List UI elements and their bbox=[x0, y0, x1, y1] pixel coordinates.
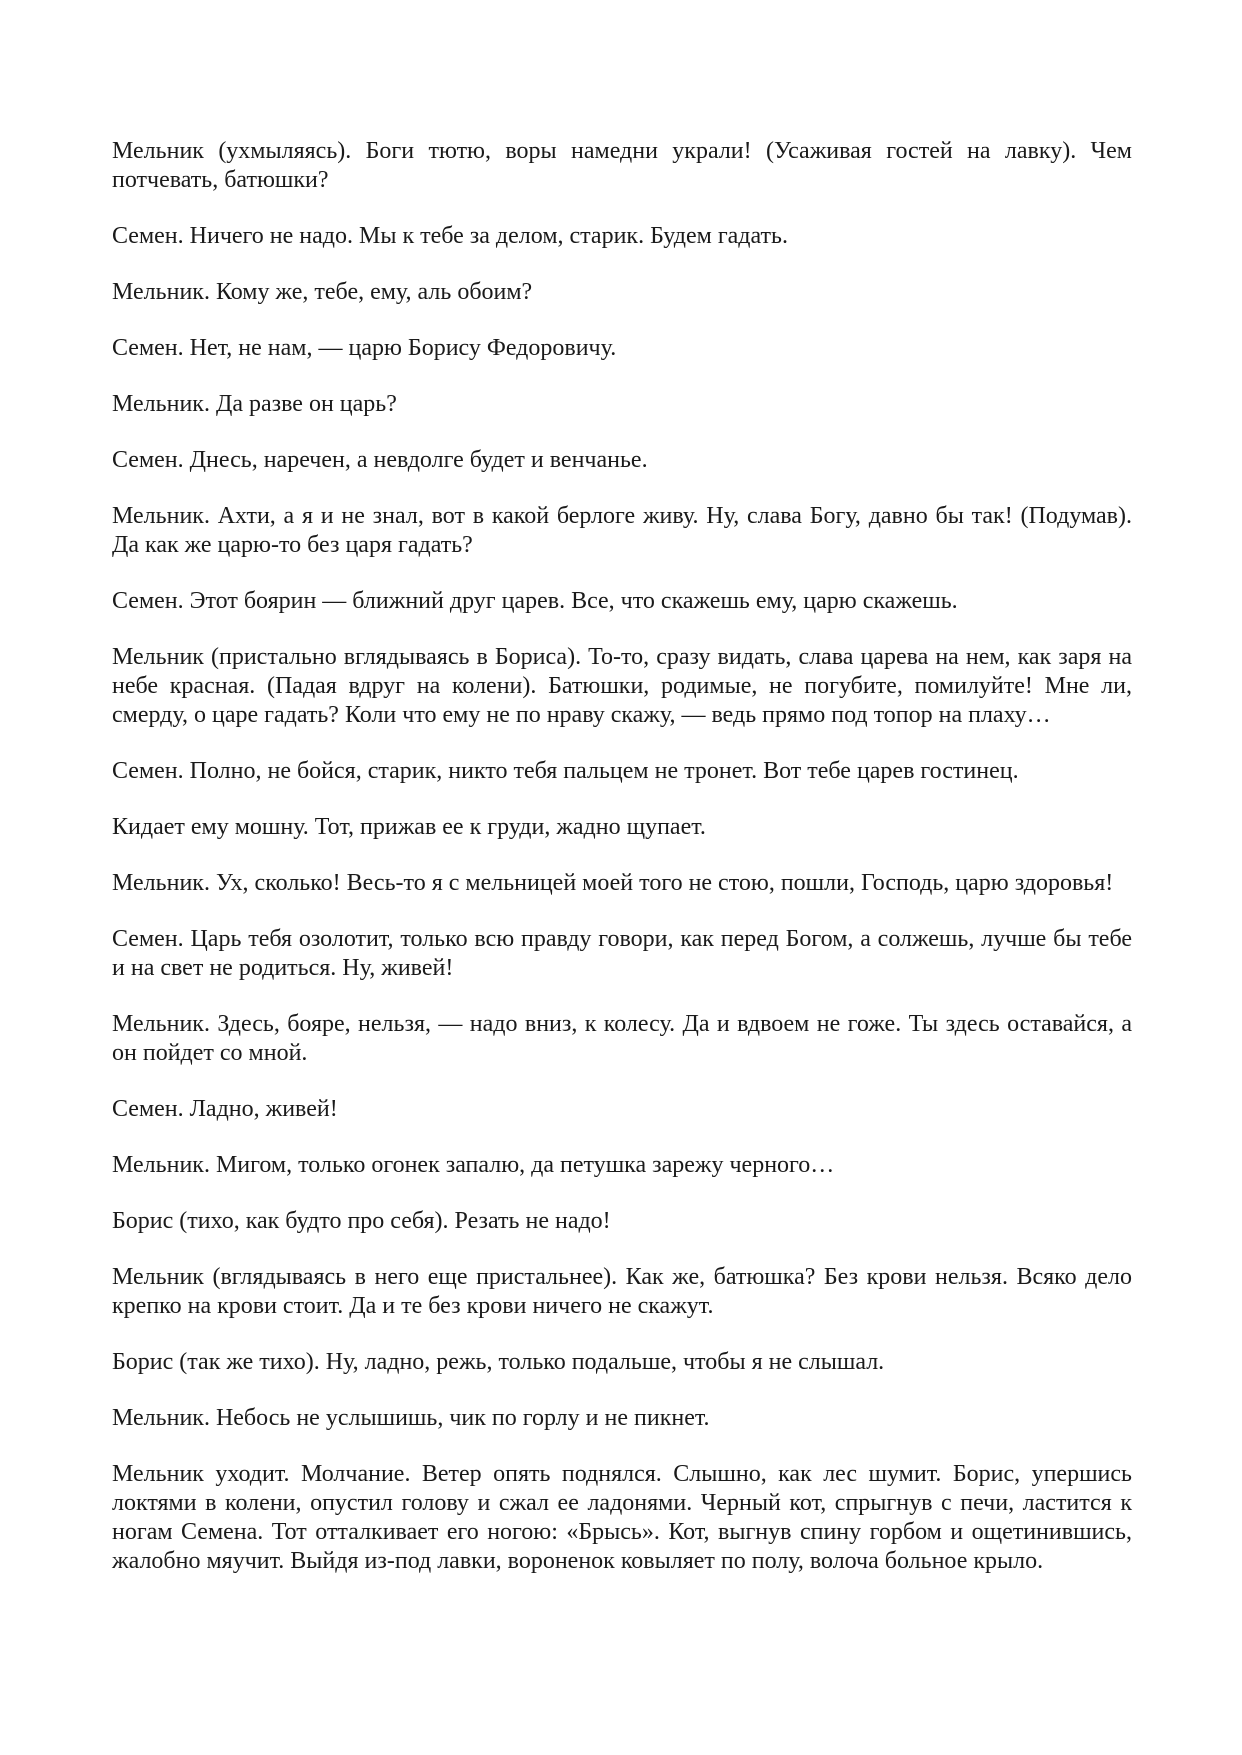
paragraph: Кидает ему мошну. Тот, прижав ее к груди, жадно щупает. bbox=[112, 814, 706, 840]
paragraph: Мельник. Ух, сколько! Весь-то я с мельницей моей того не стою, пошли, Господь, царю здоровья! bbox=[112, 870, 1114, 896]
paragraph: Мельник. Ахти, а я и не знал, вот в какой берлоге живу. Ну, слава Богу, давно бы так! (Подумав). Да как же царю-то без царя гадать? bbox=[112, 503, 1132, 558]
paragraph: Мельник. Небось не услышишь, чик по горлу и не пикнет. bbox=[112, 1405, 710, 1431]
paragraph: Мельник (пристально вглядываясь в Бориса). То-то, сразу видать, слава царева на нем, как заря на небе красная. (Падая вдруг на колени). Батюшки, родимые, не погубите, помилуйте! Мне ли, смерду, о царе гадать? Коли что ему не по нраву скажу, — ведь прямо под топор на плаху… bbox=[112, 644, 1132, 728]
paragraph: Семен. Ладно, живей! bbox=[112, 1096, 338, 1122]
paragraph: Мельник. Мигом, только огонек запалю, да петушка зарежу черного… bbox=[112, 1152, 835, 1178]
paragraph: Мельник. Здесь, бояре, нельзя, — надо вниз, к колесу. Да и вдвоем не гоже. Ты здесь оставайся, а он пойдет со мной. bbox=[112, 1011, 1132, 1066]
paragraph: Мельник (вглядываясь в него еще пристальнее). Как же, батюшка? Без крови нельзя. Всяко дело крепко на крови стоит. Да и те без крови ничего не скажут. bbox=[112, 1264, 1132, 1319]
paragraph: Мельник. Да разве он царь? bbox=[112, 391, 397, 417]
paragraph: Мельник. Кому же, тебе, ему, аль обоим? bbox=[112, 279, 533, 305]
paragraph: Семен. Нет, не нам, — царю Борису Федоровичу. bbox=[112, 335, 617, 361]
paragraph: Мельник уходит. Молчание. Ветер опять поднялся. Слышно, как лес шумит. Борис, упершись локтями в колени, опустил голову и сжал ее ладонями. Черный кот, спрыгнув с печи, ластится к ногам Семена. Тот отталкивает его ногою: «Брысь». Кот, выгнув спину горбом и ощетинившись, жалобно мяучит. Выйдя из-под лавки, вороненок ковыляет по полу, волоча больное крыло. bbox=[112, 1461, 1132, 1574]
paragraph: Семен. Царь тебя озолотит, только всю правду говори, как перед Богом, а солжешь, лучше бы тебе и на свет не родиться. Ну, живей! bbox=[112, 926, 1132, 981]
paragraph: Семен. Ничего не надо. Мы к тебе за делом, старик. Будем гадать. bbox=[112, 223, 788, 249]
paragraph: Семен. Этот боярин — ближний друг царев. Все, что скажешь ему, царю скажешь. bbox=[112, 588, 958, 614]
paragraph: Мельник (ухмыляясь). Боги тютю, воры намедни украли! (Усаживая гостей на лавку). Чем потчевать, батюшки? bbox=[112, 138, 1132, 193]
paragraph: Семен. Полно, не бойся, старик, никто тебя пальцем не тронет. Вот тебе царев гостинец. bbox=[112, 758, 1019, 784]
paragraph: Борис (тихо, как будто про себя). Резать не надо! bbox=[112, 1208, 611, 1234]
paragraph: Борис (так же тихо). Ну, ладно, режь, только подальше, чтобы я не слышал. bbox=[112, 1349, 885, 1375]
paragraph: Семен. Днесь, наречен, а невдолге будет и венчанье. bbox=[112, 447, 648, 473]
document-page bbox=[112, 137, 1132, 1603]
